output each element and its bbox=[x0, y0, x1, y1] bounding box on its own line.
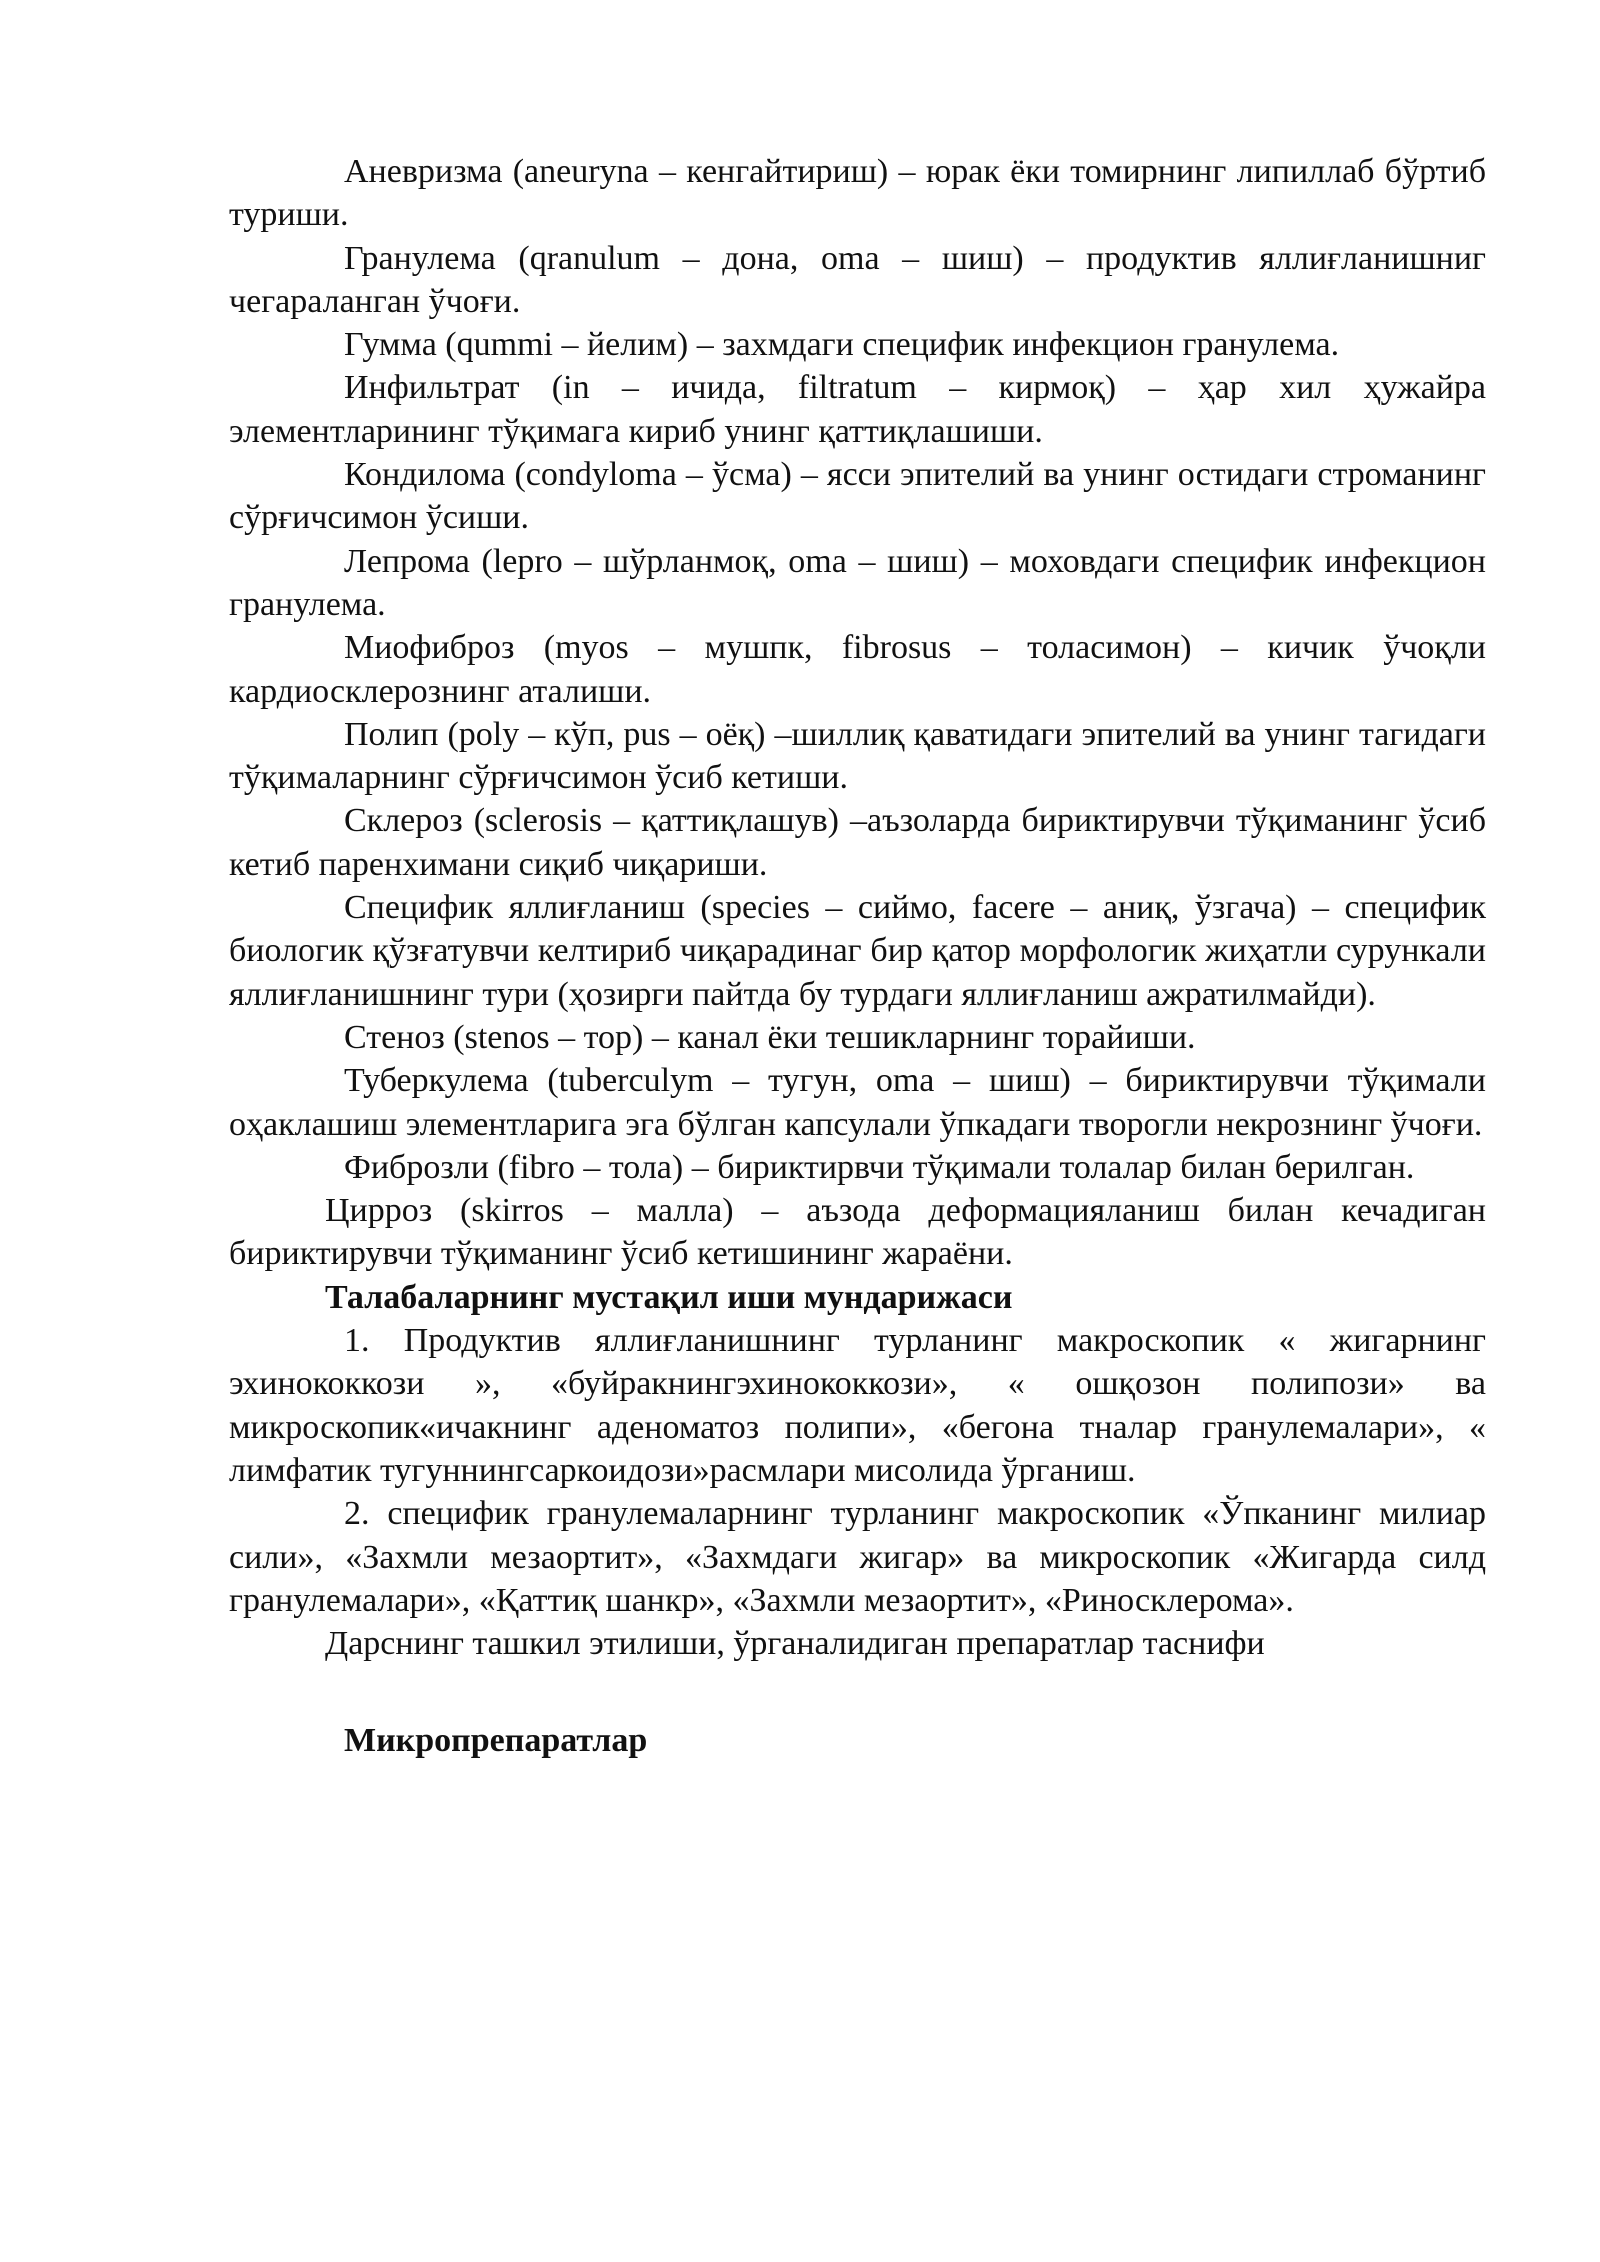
term-infiltrate: Инфильтрат (in – ичида, filtratum – кирмоқ) – ҳар хил ҳужайра элементларининг тўқимага кириб унинг қаттиқлашиши. bbox=[229, 369, 1486, 450]
organization-line: Дарснинг ташкил этилиши, ўрганалидиган препаратлар таснифи bbox=[325, 1625, 1265, 1663]
term-leproma: Лепрома (lepro – шўрланмоқ, oma – шиш) – моховдаги специфик инфекцион гранулема. bbox=[229, 542, 1486, 623]
term-stenosis: Стеноз (stenos – тор) – канал ёки тешикларнинг торайиши. bbox=[344, 1018, 1196, 1056]
task-1: 1. Продуктив яллиғланишнинг турланинг макроскопик « жигарнинг эхинококкози », «буйракнингэхинококкози», « ошқозон полипози» ва микроскопик«ичакнинг аденоматоз полипи», «бегона тналар гранулемалари», « лимфатик тугуннингсаркоидози»расмлари мисолида ўрганиш. bbox=[229, 1322, 1486, 1489]
term-granuloma: Гранулема (qranulum – дона, oma – шиш) – продуктив яллиғланишниг чегараланган ўчоғи. bbox=[229, 239, 1486, 320]
task-2: 2. специфик гранулемаларнинг турланинг макроскопик «Ўпканинг милиар сили», «Захмли мезаортит», «Захмдаги жигар» ва микроскопик «Жигарда силд гранулемалари», «Қаттиқ шанкр», «Захмли мезаортит», «Риносклерома». bbox=[229, 1495, 1486, 1619]
term-condyloma: Кондилома (condyloma – ўсма) – ясси эпителий ва унинг остидаги строманинг сўрғичсимон ўсиши. bbox=[229, 456, 1486, 537]
micro-preparations-title: Микропрепаратлар bbox=[344, 1722, 648, 1760]
term-tuberculoma: Туберкулема (tuberculym – тугун, oma – шиш) – бириктирувчи тўқимали оҳаклашиш элементларига эга бўлган капсулали ўпкадаги творогли некрознинг ўчоғи. bbox=[229, 1062, 1486, 1143]
term-polyp: Полип (poly – кўп, pus – оёқ) –шиллиқ қаватидаги эпителий ва унинг тагидаги тўқималарнинг сўрғичсимон ўсиб кетиши. bbox=[229, 715, 1486, 797]
term-myofibrosis: Миофиброз (myos – мушпк, fibrosus – толасимон) – кичик ўчоқли кардиосклерознинг аталиши. bbox=[229, 629, 1486, 710]
term-specific-inflammation: Специфик яллиғланиш (species – сиймо, facere – аниқ, ўзгача) – специфик биологик қўзғатувчи келтириб чиқарадинаг бир қатор морфологик жиҳатли сурункали яллиғланишнинг тури (ҳозирги пайтда бу турдаги яллиғланиш ажратилмайди). bbox=[229, 889, 1486, 1013]
section-title-independent-work: Талабаларнинг мустақил иши мундарижаси bbox=[325, 1278, 1013, 1316]
document-body bbox=[229, 150, 1486, 1763]
term-cirrhosis: Цирроз (skirros – малла) – аъзода деформацияланиш билан кечадиган бириктирувчи тўқиманинг ўсиб кетишининг жараёни. bbox=[229, 1192, 1486, 1273]
term-aneurysm: Аневризма (aneurуna – кенгайтириш) – юрак ёки томирнинг липиллаб бўртиб туриши. bbox=[229, 153, 1486, 234]
term-fibrous: Фиброзли (fibro – тола) – бириктирвчи тўқимали толалар билан берилган. bbox=[344, 1148, 1415, 1186]
term-gumma: Гумма (qummi – йелим) – захмдаги специфик инфекцион гранулема. bbox=[344, 326, 1340, 364]
blank-line bbox=[229, 1665, 1486, 1708]
term-sclerosis: Склероз (sclerosis – қаттиқлашув) –аъзоларда бириктирувчи тўқиманинг ўсиб кетиб паренхимани сиқиб чиқариши. bbox=[229, 802, 1486, 883]
